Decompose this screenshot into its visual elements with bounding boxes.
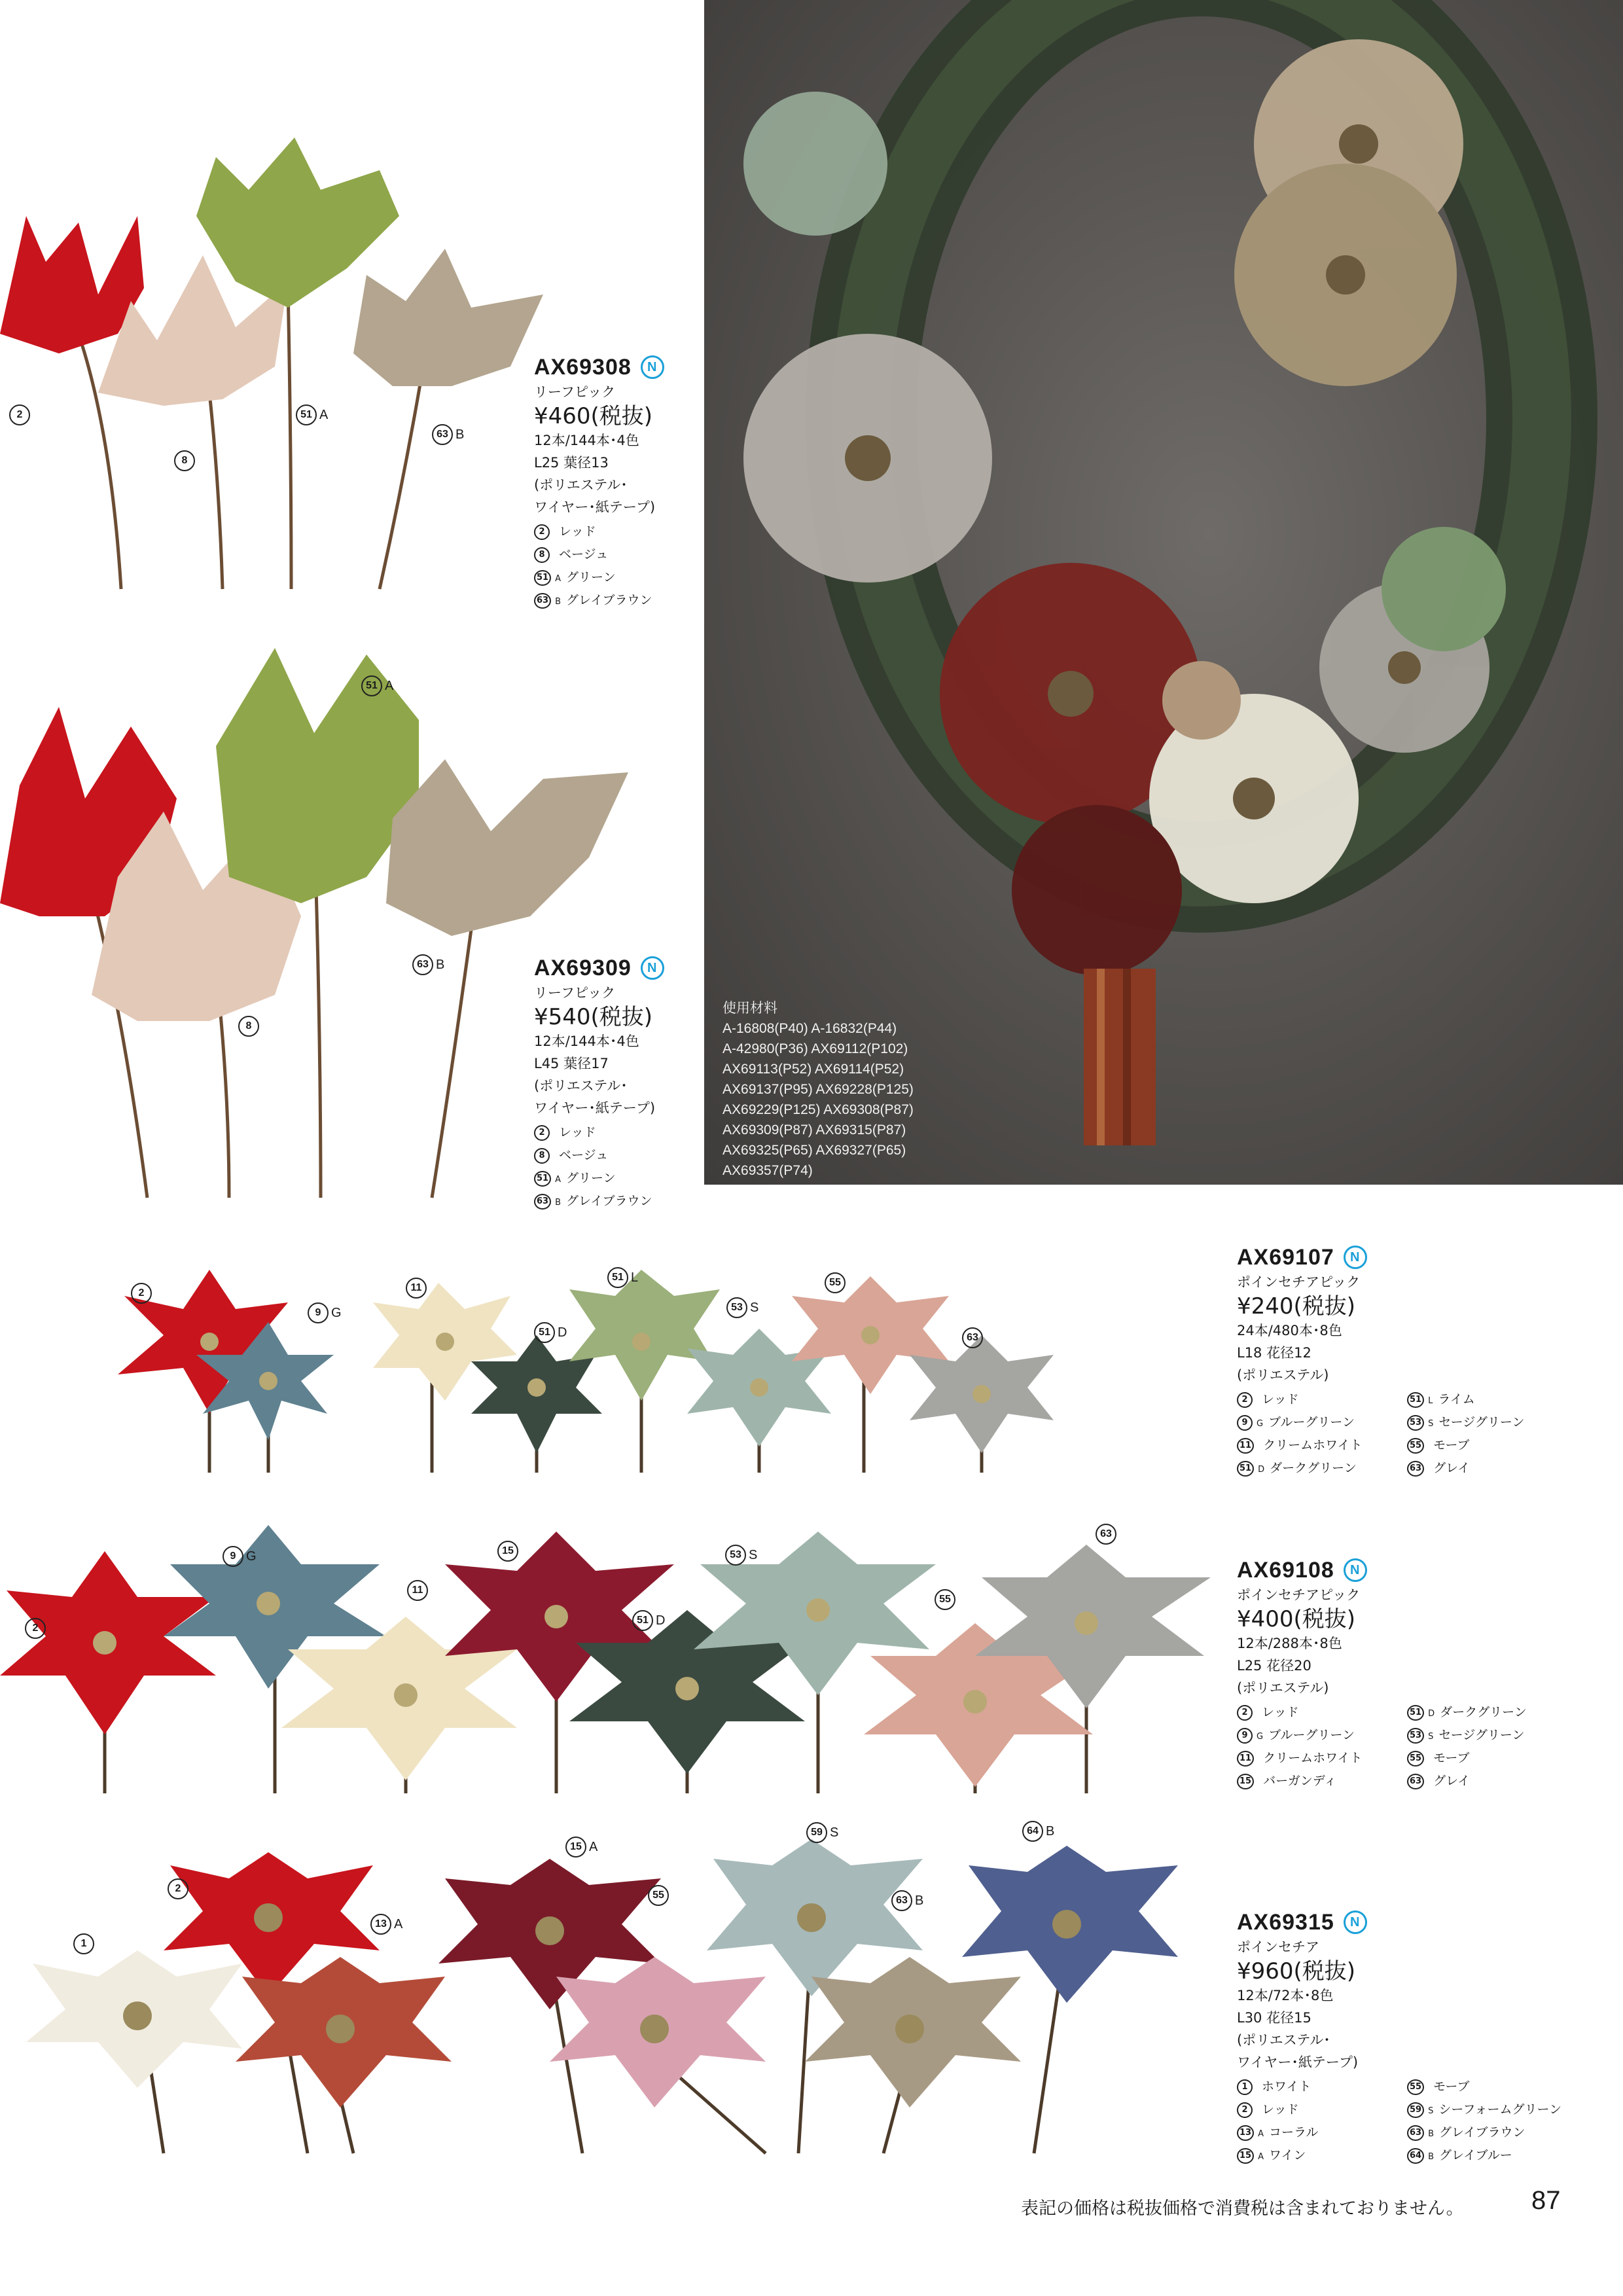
product-type: ポインセチアピック [1237,1274,1361,1290]
product-material: ワイヤー･紙テープ) [534,499,656,515]
product-pack: 12本/144本･4色 [534,1033,639,1049]
color-label: 13 A [370,1914,402,1935]
color-label: 63 B [891,1890,923,1911]
product-info-ax69107 [1237,1244,1577,1480]
color-entry: 53 S セージグリーン [1407,1725,1577,1748]
color-label: 2 [168,1878,191,1899]
color-entry: 13 A コーラル [1237,2122,1407,2145]
product-code: AX69108 N [1237,1556,1577,1584]
product-material: ワイヤー･紙テープ) [1237,2054,1359,2070]
product-price: ¥540(税抜) [534,1004,653,1030]
product-material: (ポリエステル･ [534,1078,628,1094]
color-entry: 9 G ブルーグリーン [1237,1725,1407,1748]
product-material: (ポリエステル) [1237,1367,1329,1383]
color-entry: 2 レッド [1237,1702,1407,1725]
color-entry: 15 バーガンディ [1237,1770,1407,1793]
product-info-ax69315 [1237,1909,1577,2168]
product-material: (ポリエステル･ [1237,2032,1330,2048]
color-label: 64 B [1022,1821,1054,1842]
color-entry: 53 S セージグリーン [1407,1412,1577,1435]
color-entry: 55 モーブ [1407,1748,1577,1770]
color-label: 63 [1096,1524,1119,1545]
product-type: ポインセチア [1237,1939,1319,1955]
color-entry: 51 L ライム [1407,1389,1577,1412]
product-code: AX69315 N [1237,1909,1577,1936]
materials-list [722,998,914,1181]
product-material: (ポリエステル･ [534,477,628,493]
page-number: 87 [1531,2186,1561,2215]
product-pack: 24本/480本･8色 [1237,1323,1342,1338]
poinsettia-pick-photo-ax69107 [98,1257,1080,1479]
color-label: 15 [497,1541,521,1562]
materials-line: A-42980(P36) AX69112(P102) [722,1041,908,1056]
color-label: 51 A [296,404,328,425]
color-entry: 8 ベージュ [534,544,664,567]
materials-line: A-16808(P40) A-16832(P44) [722,1021,897,1036]
product-price: ¥460(税抜) [534,403,653,429]
product-size: L18 花径12 [1237,1345,1311,1361]
product-price: ¥400(税抜) [1237,1606,1356,1632]
color-entry: 63 B グレイブラウン [534,1191,664,1213]
product-type: リーフピック [534,384,616,400]
color-list [1237,1389,1577,1480]
product-size: L25 花径20 [1237,1658,1311,1674]
color-entry: 55 モーブ [1407,1435,1577,1458]
materials-line: AX69229(P125) AX69308(P87) [722,1102,914,1117]
color-entry: 2 レッド [534,1122,664,1145]
product-pack: 12本/72本･8色 [1237,1988,1334,2003]
color-label: 8 [238,1016,262,1037]
color-entry: 8 ベージュ [534,1145,664,1168]
tax-note: 表記の価格は税抜価格で消費税は含まれておりません。 [1021,2198,1464,2219]
color-entry: 11 クリームホワイト [1237,1435,1407,1458]
materials-line: AX69113(P52) AX69114(P52) [722,1062,904,1077]
product-material: (ポリエステル) [1237,1680,1329,1696]
color-label: 53 S [726,1297,758,1318]
color-entry: 63 グレイ [1407,1458,1577,1480]
materials-line: AX69325(P65) AX69327(P65) [722,1143,906,1158]
color-label: 55 [648,1885,671,1906]
product-info-ax69309 [534,954,664,1213]
color-label: 63 B [412,954,444,975]
color-label: 1 [73,1933,97,1954]
color-label: 55 [825,1272,848,1293]
color-list [1237,1702,1577,1793]
product-price: ¥960(税抜) [1237,1958,1356,1984]
new-badge-icon: N [1344,1910,1367,1934]
color-label: 59 S [806,1822,838,1843]
poinsettia-pick-photo-ax69108 [0,1525,1243,1800]
color-label: 51 D [632,1610,665,1631]
color-entry: 2 レッド [534,521,664,544]
color-label: 2 [9,404,33,425]
materials-line: AX69309(P87) AX69315(P87) [722,1122,906,1138]
color-label: 11 [407,1580,431,1601]
leaf-pick-photo-ax69308 [0,118,576,602]
materials-line: AX69137(P95) AX69228(P125) [722,1082,914,1097]
new-badge-icon: N [1344,1558,1367,1582]
poinsettia-photo-ax69315 [13,1826,1191,2166]
color-entry: 55 モーブ [1407,2076,1577,2099]
color-label: 11 [406,1278,429,1299]
color-entry: 51 D ダークグリーン [1407,1702,1577,1725]
color-list [534,521,664,613]
color-label: 2 [131,1283,154,1304]
color-list [534,1122,664,1213]
product-price: ¥240(税抜) [1237,1293,1356,1319]
color-label: 63 [962,1327,986,1348]
product-size: L30 花径15 [1237,2010,1311,2026]
color-label: 51 D [534,1322,567,1343]
color-label: 51 A [361,675,393,696]
color-entry: 51 D ダークグリーン [1237,1458,1407,1480]
color-entry: 63 B グレイブラウン [534,590,664,613]
product-type: リーフピック [534,985,616,1001]
color-entry: 63 B グレイブラウン [1407,2122,1577,2145]
color-entry: 1 ホワイト [1237,2076,1407,2099]
color-label: 9 G [308,1302,342,1323]
color-entry: 2 レッド [1237,1389,1407,1412]
color-label: 53 S [725,1545,757,1566]
product-code: AX69308 N [534,353,664,381]
color-label: 15 A [565,1837,597,1857]
product-material: ワイヤー･紙テープ) [534,1100,656,1116]
product-size: L45 葉径17 [534,1056,609,1071]
color-list [1237,2076,1577,2168]
product-size: L25 葉径13 [534,455,609,471]
color-entry: 59 S シーフォームグリーン [1407,2099,1577,2122]
color-label: 55 [935,1589,958,1610]
product-code: AX69107 N [1237,1244,1577,1271]
new-badge-icon: N [641,956,664,980]
color-label: 63 B [432,424,464,445]
product-info-ax69308 [534,353,664,613]
new-badge-icon: N [1344,1246,1367,1269]
product-pack: 12本/144本･4色 [534,433,639,448]
color-label: 9 G [223,1546,257,1567]
product-type: ポインセチアピック [1237,1587,1361,1603]
product-pack: 12本/288本･8色 [1237,1636,1342,1651]
materials-heading: 使用材料 [722,1001,777,1016]
new-badge-icon: N [641,355,664,379]
materials-line: AX69357(P74) [722,1163,813,1178]
color-entry: 51 A グリーン [534,567,664,590]
color-entry: 15 A ワイン [1237,2145,1407,2168]
product-code: AX69309 N [534,954,664,982]
color-label: 2 [25,1618,48,1639]
color-label: 8 [174,450,198,471]
product-info-ax69108 [1237,1556,1577,1793]
color-entry: 51 A グリーン [534,1168,664,1191]
color-entry: 11 クリームホワイト [1237,1748,1407,1770]
color-entry: 64 B グレイブルー [1407,2145,1577,2168]
color-entry: 9 G ブルーグリーン [1237,1412,1407,1435]
color-label: 51 L [607,1267,638,1288]
color-entry: 2 レッド [1237,2099,1407,2122]
color-entry: 63 グレイ [1407,1770,1577,1793]
